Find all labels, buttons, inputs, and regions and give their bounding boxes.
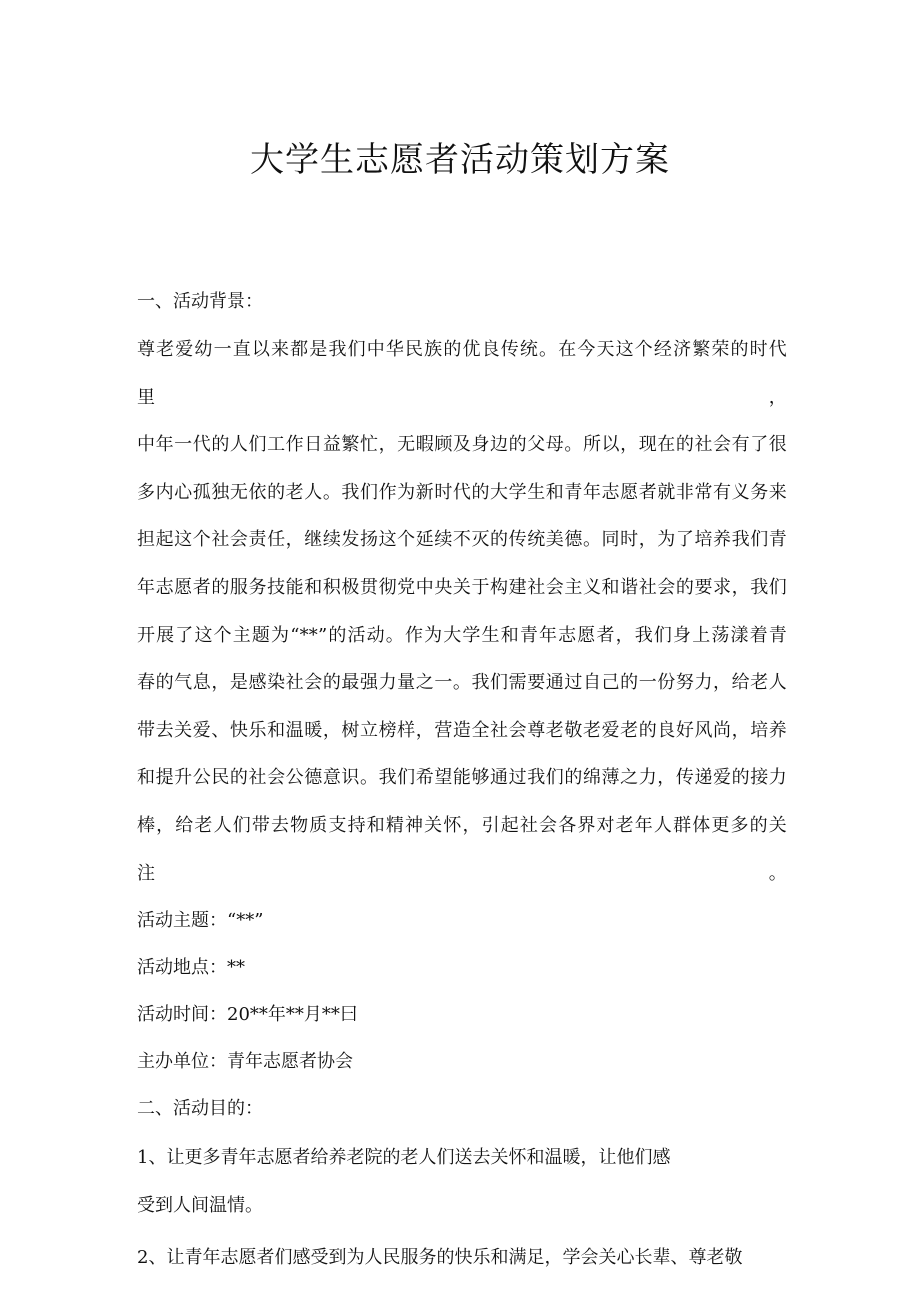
activity-location: 活动地点：** [137, 957, 245, 979]
document-title: 大学生志愿者活动策划方案 [250, 140, 670, 180]
activity-organizer: 主办单位：青年志愿者协会 [137, 1051, 353, 1073]
document-body [137, 286, 787, 1288]
paragraph-line: 和提升公民的社会公德意识。我们希望能够通过我们的绵薄之力，传递爱的接力 [137, 767, 787, 789]
paragraph-line: 带去关爱、快乐和温暖，树立榜样，营造全社会尊老敬老爱老的良好风尚，培养 [137, 719, 787, 741]
paragraph-line: 开展了这个主题为“**”的活动。作为大学生和青年志愿者，我们身上荡漾着青 [137, 624, 787, 646]
paragraph-line: 尊老爱幼一直以来都是我们中华民族的优良传统。在今天这个经济繁荣的时代里， [137, 339, 787, 408]
purpose-item-2: 2、让青年志愿者们感受到为人民服务的快乐和满足，学会关心长辈、尊老敬 [137, 1247, 743, 1269]
section-heading-purpose: 二、活动目的： [137, 1098, 263, 1120]
purpose-item-1: 1、让更多青年志愿者给养老院的老人们送去关怀和温暖，让他们感 [137, 1147, 671, 1169]
paragraph-line: 担起这个社会责任，继续发扬这个延续不灭的传统美德。同时，为了培养我们青 [137, 529, 787, 551]
paragraph-line: 中年一代的人们工作日益繁忙，无暇顾及身边的父母。所以，现在的社会有了很 [137, 434, 787, 456]
paragraph-line: 棒，给老人们带去物质支持和精神关怀，引起社会各界对老年人群体更多的关注。 [137, 814, 787, 884]
paragraph-line: 年志愿者的服务技能和积极贯彻党中央关于构建社会主义和谐社会的要求，我们 [137, 576, 787, 598]
section-heading-background: 一、活动背景： [137, 291, 263, 312]
purpose-item-1-continued: 受到人间温情。 [137, 1195, 263, 1217]
paragraph-line: 春的气息，是感染社会的最强力量之一。我们需要通过自己的一份努力，给老人 [137, 672, 787, 694]
paragraph-line: 多内心孤独无依的老人。我们作为新时代的大学生和青年志愿者就非常有义务来 [137, 481, 787, 503]
activity-time: 活动时间：20**年**月**曰 [137, 1004, 358, 1026]
background-paragraph [137, 326, 787, 897]
activity-theme: 活动主题：“**” [137, 910, 264, 932]
